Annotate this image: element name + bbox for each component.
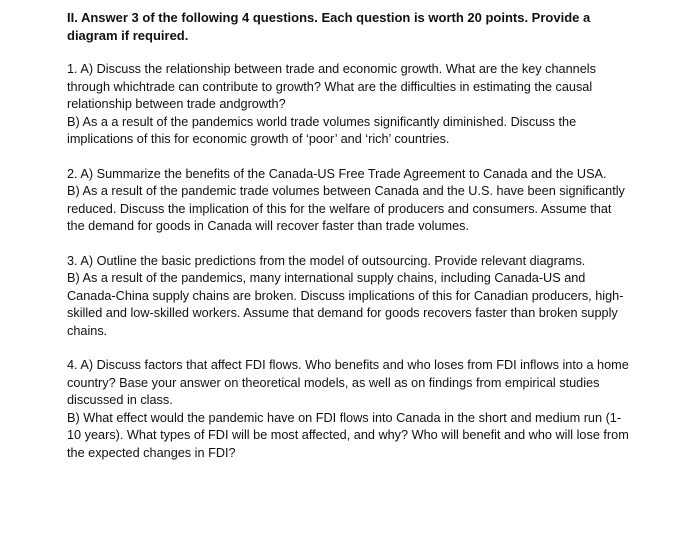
question-3 bbox=[67, 253, 632, 341]
question-2 bbox=[67, 166, 632, 236]
question-4-part-b: B) What effect would the pandemic have on FDI flows into Canada in the short and medium run (1-10 years). What types of FDI will be most affected, and why? Who will benefit and who will lose from the expected changes in FDI? bbox=[67, 410, 629, 460]
question-1-part-b: B) As a a result of the pandemics world trade volumes significantly diminished. Discuss the implications of this for economic growth of ‘poor’ and ‘rich’ countries. bbox=[67, 114, 577, 146]
question-2-part-b: B) As a result of the pandemic trade volumes between Canada and the U.S. have been significantly reduced. Discuss the implication of this for the welfare of producers and consumers. Assume that the demand for goods in Canada will recover faster than trade volumes. bbox=[67, 184, 625, 233]
question-3-part-b: B) As a result of the pandemics, many international supply chains, including Canada-US and Canada-China supply chains are broken. Discuss implications of this for Canadian producers, high-skilled and low-skilled workers. Assume that demand for goods recovers faster than broken supply chains. bbox=[67, 271, 624, 338]
question-4 bbox=[67, 357, 632, 462]
question-2-part-a: 2. A) Summarize the benefits of the Canada-US Free Trade Agreement to Canada and the USA. bbox=[67, 166, 607, 181]
document-page bbox=[67, 9, 632, 479]
question-4-part-a: 4. A) Discuss factors that affect FDI flows. Who benefits and who loses from FDI inflows into a home country? Base your answer on theoretical models, as well as on findings from empirical studies discussed in class. bbox=[67, 358, 629, 407]
section-heading: II. Answer 3 of the following 4 questions. Each question is worth 20 points. Provide a diagram if required. bbox=[67, 10, 591, 43]
question-1 bbox=[67, 61, 632, 149]
question-1-part-a: 1. A) Discuss the relationship between trade and economic growth. What are the key channels through whichtrade can contribute to growth? What are the difficulties in estimating the causal relationship between trade andgrowth? bbox=[67, 62, 596, 111]
question-3-part-a: 3. A) Outline the basic predictions from the model of outsourcing. Provide relevant diagrams. bbox=[67, 253, 586, 268]
